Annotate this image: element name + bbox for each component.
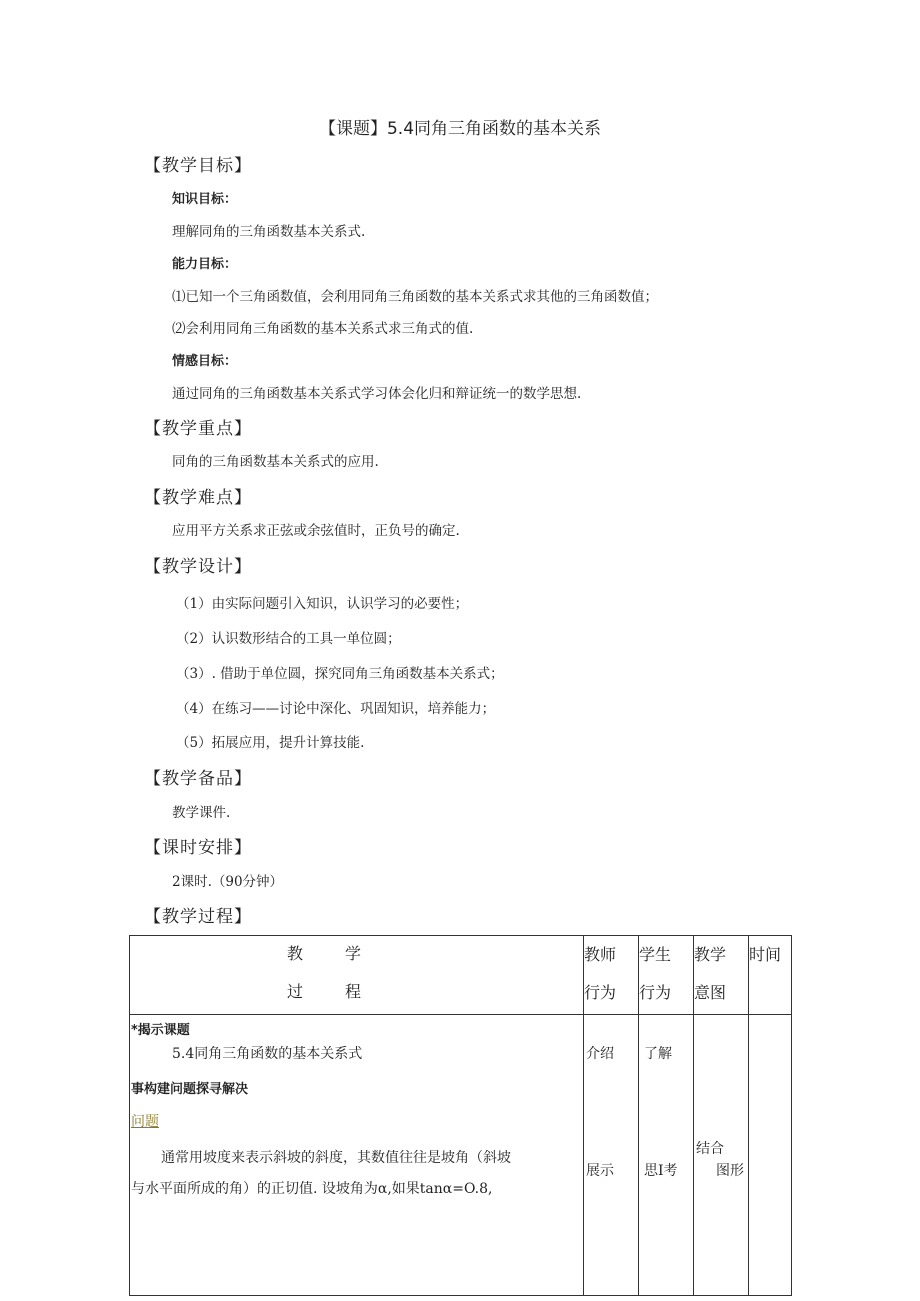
materials-heading: 【教学备品】 <box>144 769 252 789</box>
build-title: 事构建问题探寻解决 <box>131 1082 249 1097</box>
header-process-cell <box>130 936 584 1015</box>
design-item: （3）. 借助于单位圆，探究同角三角函数基本关系式； <box>176 666 504 682</box>
student-action: 思I考 <box>644 1163 678 1179</box>
header-intent-line: 意图 <box>694 983 727 1002</box>
header-intent-line: 教学 <box>694 945 727 964</box>
materials-text: 教学课件. <box>172 805 231 821</box>
header-char: 程 <box>345 982 362 1001</box>
process-content-cell <box>130 1015 584 1296</box>
reveal-title: *揭示课题 <box>131 1023 190 1038</box>
time-cell <box>749 1015 792 1296</box>
design-item: （1）由实际问题引入知识，认识学习的必要性； <box>176 596 469 612</box>
topic-text: 5.4同角三角函数的基本关系式 <box>172 1046 363 1062</box>
header-char: 教 <box>287 944 304 963</box>
intent-cell <box>694 1015 749 1296</box>
header-student-line: 学生 <box>639 945 672 964</box>
header-time-label: 时间 <box>749 945 782 964</box>
student-action-cell <box>639 1015 694 1296</box>
problem-line: 通常用坡度来表示斜坡的斜度，其数值往往是坡角（斜坡 <box>161 1150 511 1166</box>
table-row <box>130 1015 792 1296</box>
header-intent-cell <box>694 936 749 1015</box>
teacher-action: 介绍 <box>586 1046 614 1062</box>
problem-link[interactable]: 问题 <box>131 1114 159 1130</box>
design-heading: 【教学设计】 <box>144 557 252 577</box>
header-student-cell <box>639 936 694 1015</box>
header-time-cell <box>749 936 792 1015</box>
emotion-label: 情感目标： <box>172 354 238 369</box>
emotion-text: 通过同角的三角函数基本关系式学习体会化归和辩证统一的数学思想. <box>172 386 582 402</box>
design-item: （2）认识数形结合的工具一单位圆； <box>176 631 401 647</box>
process-table <box>129 935 792 1296</box>
process-heading: 【教学过程】 <box>144 907 252 927</box>
ability-label: 能力目标： <box>172 257 238 272</box>
ability-item: ⑵会利用同角三角函数的基本关系式求三角式的值. <box>172 321 474 337</box>
teacher-action: 展示 <box>586 1163 614 1179</box>
teacher-action-cell <box>584 1015 639 1296</box>
design-item: （4）在练习——讨论中深化、巩固知识，培养能力； <box>176 701 496 717</box>
intent-text: 图形 <box>716 1163 744 1179</box>
header-student-line: 行为 <box>639 983 672 1002</box>
schedule-text: 2课时.（90分钟） <box>172 874 284 890</box>
header-teacher-line: 行为 <box>584 983 617 1002</box>
difficulties-text: 应用平方关系求正弦或余弦值时，正负号的确定. <box>172 523 460 539</box>
problem-line: 与水平面所成的角）的正切值. 设坡角为α,如果tanα=O.8, <box>131 1181 493 1197</box>
key-points-text: 同角的三角函数基本关系式的应用. <box>172 454 379 470</box>
key-points-heading: 【教学重点】 <box>144 419 252 439</box>
header-char: 学 <box>345 944 362 963</box>
header-teacher-cell <box>584 936 639 1015</box>
design-item: （5）拓展应用，提升计算技能. <box>176 735 365 751</box>
knowledge-text: 理解同角的三角函数基本关系式. <box>172 224 366 240</box>
knowledge-label: 知识目标： <box>172 192 238 207</box>
header-teacher-line: 教师 <box>584 945 617 964</box>
ability-item: ⑴已知一个三角函数值，会利用同角三角函数的基本关系式求其他的三角函数值； <box>172 289 658 305</box>
table-header-row <box>130 936 792 1015</box>
page-title: 【课题】5.4同角三角函数的基本关系 <box>318 119 602 139</box>
difficulties-heading: 【教学难点】 <box>144 488 252 508</box>
schedule-heading: 【课时安排】 <box>144 838 252 858</box>
header-char: 过 <box>287 982 304 1001</box>
objectives-heading: 【教学目标】 <box>144 156 252 176</box>
intent-text: 结合 <box>696 1141 724 1157</box>
student-action: 了解 <box>644 1046 672 1062</box>
